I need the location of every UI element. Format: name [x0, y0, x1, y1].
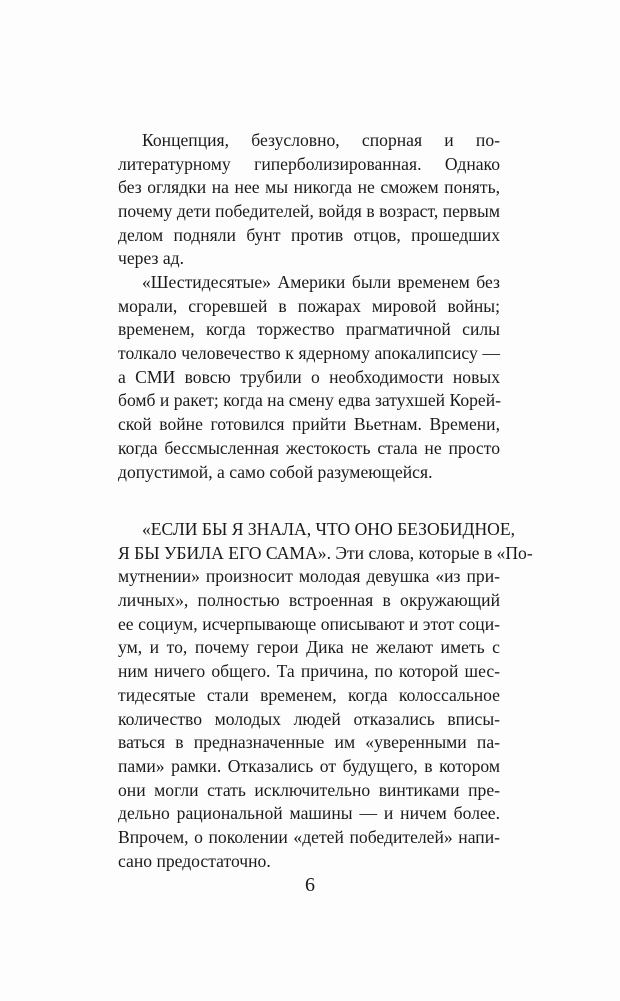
text-line: а СМИ вовсю трубили о необходимости новых	[118, 366, 500, 387]
text-line: сано предостаточно.	[118, 850, 271, 871]
text-line: ской войне готовился прийти Вьетнам. Времени,	[118, 414, 500, 435]
text-line: тидесятые стали временем, когда колоссальное	[118, 684, 500, 705]
text-line: без оглядки на нее мы никогда не сможем понять,	[118, 177, 500, 198]
text-line: мутнении» произносит молодая девушка «из при-	[118, 566, 500, 587]
text-line: Я БЫ УБИЛА ЕГО САМА». Эти слова, которые в «По-	[118, 542, 533, 563]
text-line: морали, сгоревшей в пожарах мировой войны;	[118, 295, 500, 316]
text-line: через ад.	[118, 248, 184, 269]
text-line: «Шестидесятые» Америки были временем без	[142, 272, 500, 292]
text-line: делом подняли бунт против отцов, прошедших	[118, 224, 500, 245]
text-line: пами» рамки. Отказались от будущего, в котором	[118, 755, 500, 776]
text-line: Впрочем, о поколении «детей победителей» напи-	[118, 826, 500, 847]
text-line: ум, и то, почему герои Дика не желают иметь с	[118, 637, 500, 658]
text-line: бомб и ракет; когда на смену едва затухшей Корей-	[118, 390, 502, 411]
text-line: толкало человечество к ядерному апокалипсису —	[118, 343, 500, 364]
text-line: временем, когда торжество прагматичной силы	[118, 319, 500, 340]
page-number: 6	[305, 874, 315, 896]
paragraph-1	[118, 129, 500, 271]
text-line: ваться в предназначенные им «уверенными па-	[118, 732, 500, 753]
text-line: ним ничего общего. Та причина, по которой шес-	[118, 661, 500, 682]
text-line: Концепция, безусловно, спорная и по-	[142, 130, 500, 150]
text-line: когда бессмысленная жестокость стала не просто	[118, 437, 500, 458]
text-line: количество молодых людей отказались вписы-	[118, 708, 500, 729]
text-line: личных», полностью встроенная в окружающий	[118, 590, 500, 611]
text-line: почему дети победителей, войдя в возраст, первым	[118, 201, 500, 222]
text-line: литературному гиперболизированная. Однако	[118, 153, 500, 174]
text-line: допустимой, а само собой разумеющейся.	[118, 461, 433, 482]
paragraph-3	[118, 518, 533, 873]
text-line: ее социум, исчерпывающе описывают и этот соци-	[118, 613, 500, 634]
text-line: дельно рациональной машины — и ничем более.	[118, 803, 500, 824]
text-line: они могли стать исключительно винтиками пре-	[118, 779, 500, 800]
paragraph-2	[118, 271, 500, 484]
text-line: «ЕСЛИ БЫ Я ЗНАЛА, ЧТО ОНО БЕЗОБИДНОЕ,	[142, 519, 516, 539]
